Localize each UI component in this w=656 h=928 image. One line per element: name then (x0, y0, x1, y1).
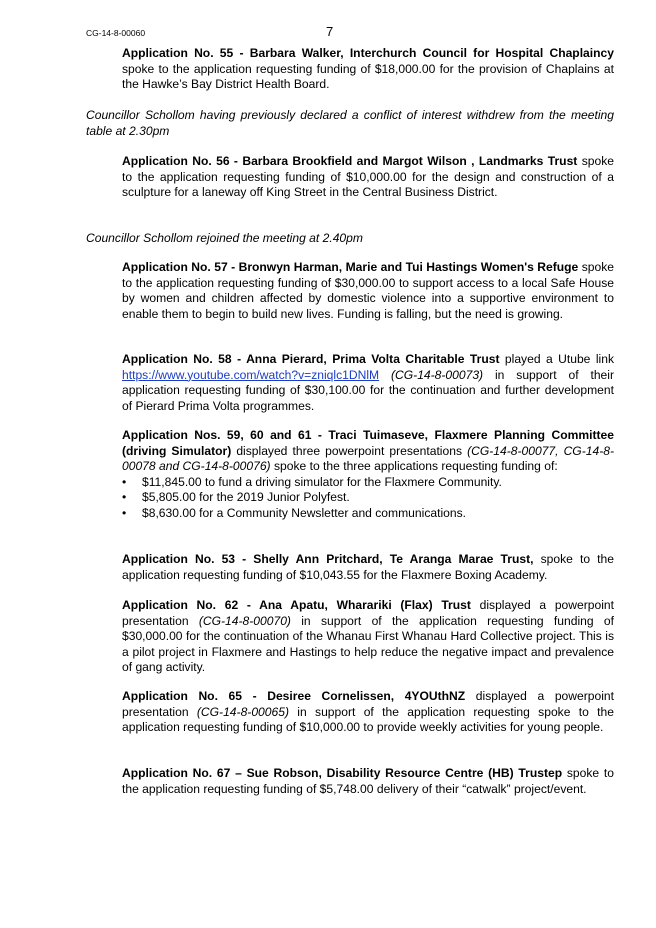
application-body: in support of the application requesting spoke to the application requesting funding of $10,000.00 to provide weekly activities for young people. (122, 704, 614, 734)
list-item: • $8,630.00 for a Community Newsletter and communications. (122, 505, 466, 520)
funding-list (122, 475, 614, 522)
application-body: displayed a powerpoint presentation (122, 598, 614, 628)
bullet-icon: • (122, 474, 127, 489)
application-body: spoke to the application requesting funding of $10,000.00 for the design and construction of a sculpture for a laneway off King Street in the Central Business District. (122, 154, 614, 199)
councillor-note-rejoined: Councillor Schollom rejoined the meeting at 2.40pm (86, 231, 363, 245)
bullet-icon: • (122, 490, 127, 504)
application-53 (122, 552, 614, 583)
application-title: Application No. 53 - Shelly Ann Pritchard, Te Aranga Marae Trust, (122, 552, 534, 566)
councillor-note-withdrew: Councillor Schollom having previously declared a conflict of interest withdrew from the meeting table at 2.30pm (86, 108, 614, 138)
application-body: spoke to the application requesting funding of $30,000.00 to support access to a local Safe House by women and children affected by domestic violence into a supportive environment to enable them to begin to build new lives. Funding is falling, but the need is growing. (122, 260, 614, 321)
application-56 (122, 154, 614, 201)
application-body: displayed three powerpoint presentations (231, 443, 468, 458)
application-body: spoke to the application requesting funding of $10,043.55 for the Flaxmere Boxing Academy. (122, 552, 614, 582)
youtube-link[interactable]: https://www.youtube.com/watch?v=zniqlc1DNlM (122, 367, 380, 382)
application-title: Application Nos. 59, 60 and 61 - Traci Tuimaseve, Flaxmere Planning Committee (driving Simulator) (122, 428, 614, 458)
list-item: • $11,845.00 to fund a driving simulator for the Flaxmere Community. (122, 474, 502, 489)
application-57 (122, 260, 614, 322)
application-58 (122, 352, 614, 414)
application-title: Application No. 65 - Desiree Cornelissen, 4YOUthNZ (122, 689, 466, 703)
application-title: Application No. 57 - Bronwyn Harman, Marie and Tui Hastings Women's Refuge (122, 260, 579, 274)
application-body: displayed a powerpoint presentation (122, 689, 614, 719)
document-reference: (CG-14-8-00073) (391, 367, 484, 382)
list-item: • $5,805.00 for the 2019 Junior Polyfest. (122, 490, 350, 504)
document-reference: (CG-14-8-00077, CG-14-8-00078 and CG-14-8-00076) (122, 443, 614, 473)
page-number: 7 (326, 24, 334, 39)
application-title: Application No. 62 - Ana Apatu, Wharariki (Flax) Trust (122, 598, 471, 612)
application-title: Application No. 58 - Anna Pierard, Prima Volta Charitable Trust (122, 352, 500, 366)
application-body: spoke to the three applications requesting funding of: (270, 459, 558, 473)
application-title: Application No. 56 - Barbara Brookfield and Margot Wilson , Landmarks Trust (122, 154, 578, 168)
application-65 (122, 689, 614, 736)
application-62 (122, 598, 614, 676)
application-body: played a Utube link (499, 352, 614, 366)
application-body: in support of their application requesting funding of $30,100.00 for the continuation and further development of Pierard Prima Volta programmes. (122, 367, 614, 413)
application-body: spoke to the application requesting funding of $5,748.00 delivery of their “catwalk” project/event. (122, 766, 614, 796)
application-body: spoke to the application requesting funding of $18,000.00 for the provision of Chaplains at the Hawke’s Bay District Health Board. (122, 61, 614, 91)
application-67 (122, 766, 614, 797)
application-59-60-61 (122, 428, 614, 521)
application-body: in support of the application requesting funding of $30,000.00 for the continuation of the Whanau First Whanau Hard Collective project. This is a pilot project in Flaxmere and Hastings to help reduce the negative impact and prevalence of gang activity. (122, 613, 614, 674)
bullet-icon: • (122, 505, 127, 520)
application-title: Application No. 67 – Sue Robson, Disability Resource Centre (HB) Trustep (122, 766, 563, 780)
application-55 (122, 46, 614, 93)
document-reference: (CG-14-8-00065) (196, 704, 289, 719)
document-id: CG-14-8-00060 (86, 28, 146, 38)
document-reference: (CG-14-8-00070) (198, 613, 291, 628)
application-title: Application No. 55 - Barbara Walker, Interchurch Council for Hospital Chaplaincy (122, 46, 614, 60)
